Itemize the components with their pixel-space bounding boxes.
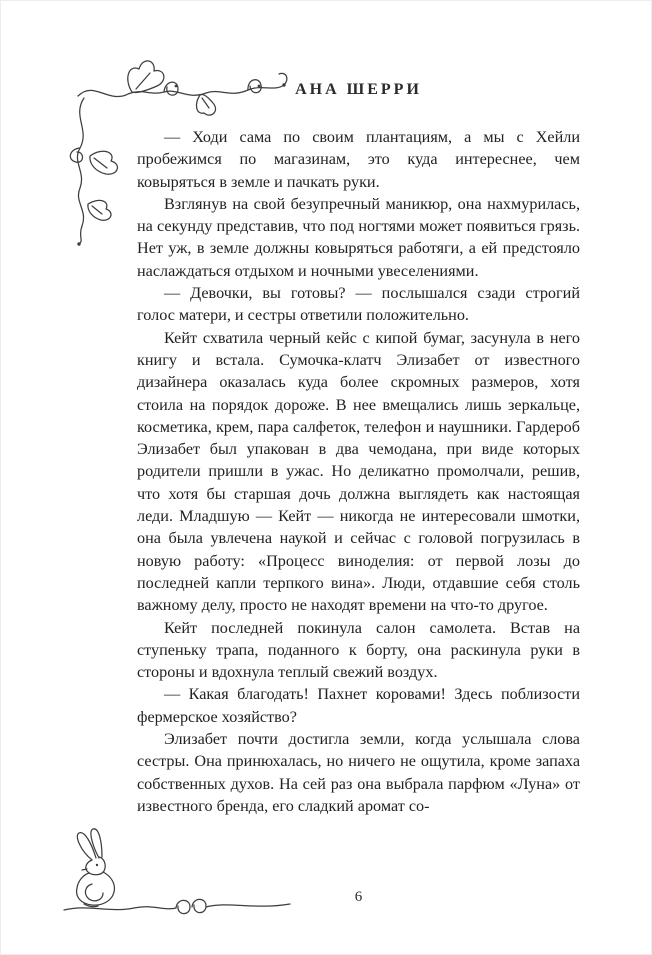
paragraph: Элизабет почти достигла земли, когда услышала слова сестры. Она принюхалась, но ничего не ощутила, кроме запаха собственных духов. На сей раз она выбрала парфюм «Луна» от известного бренда, его сладкий аромат со- — [137, 730, 580, 815]
paragraph: Кейт последней покинула салон самолета. Встав на ступеньку трапа, поданного к борту, она раскинула руки в стороны и вдохнула теплый свежий воздух. — [137, 618, 580, 682]
author-header: АНА ШЕРРИ — [295, 81, 422, 98]
paragraph: — Ходи сама по своим плантациям, а мы с Хейли пробежимся по магазинам, это куда интереснее, чем ковыряться в земле и пачкать руки. — [137, 128, 580, 191]
page-body — [137, 126, 580, 817]
paragraph: — Какая благодать! Пахнет коровами! Здесь поблизости фермерское хозяйство? — [137, 685, 580, 726]
paragraph: Кейт схватила черный кейс с кипой бумаг, засунула в него книгу и встала. Сумочка-клатч Элизабет от известного дизайнера оказалась куда более скромных размеров, хотя стоила на порядок дороже. В нее вмещались лишь зеркальце, косметика, крем, пара салфеток, телефон и наушники. Гардероб Элизабет был упакован в два чемодана, при виде которых родители пришли в ужас. Но деликатно промолчали, решив, что хотя бы старшая дочь должна выглядеть как настоящая леди. Младшую — Кейт — никогда не интересовали шмотки, она была увлечена наукой и сейчас с головой погрузилась в новую работу: «Процесс виноделия: от первой лозы до последней капли терпкого вина». Люди, отдавшие себя столь важному делу, просто не находят времени на что-то другое. — [137, 328, 580, 615]
page-number: 6 — [354, 889, 363, 905]
paragraph: — Девочки, вы готовы? — послышался сзади строгий голос матери, и сестры ответили положительно. — [137, 284, 580, 325]
paragraph: Взглянув на свой безупречный маникюр, она нахмурилась, на секунду представив, что под ногтями может появиться грязь. Нет уж, в земле должны ковыряться работяги, а ей предстояло наслаждаться отдыхом и ночными увеселениями. — [137, 194, 580, 280]
